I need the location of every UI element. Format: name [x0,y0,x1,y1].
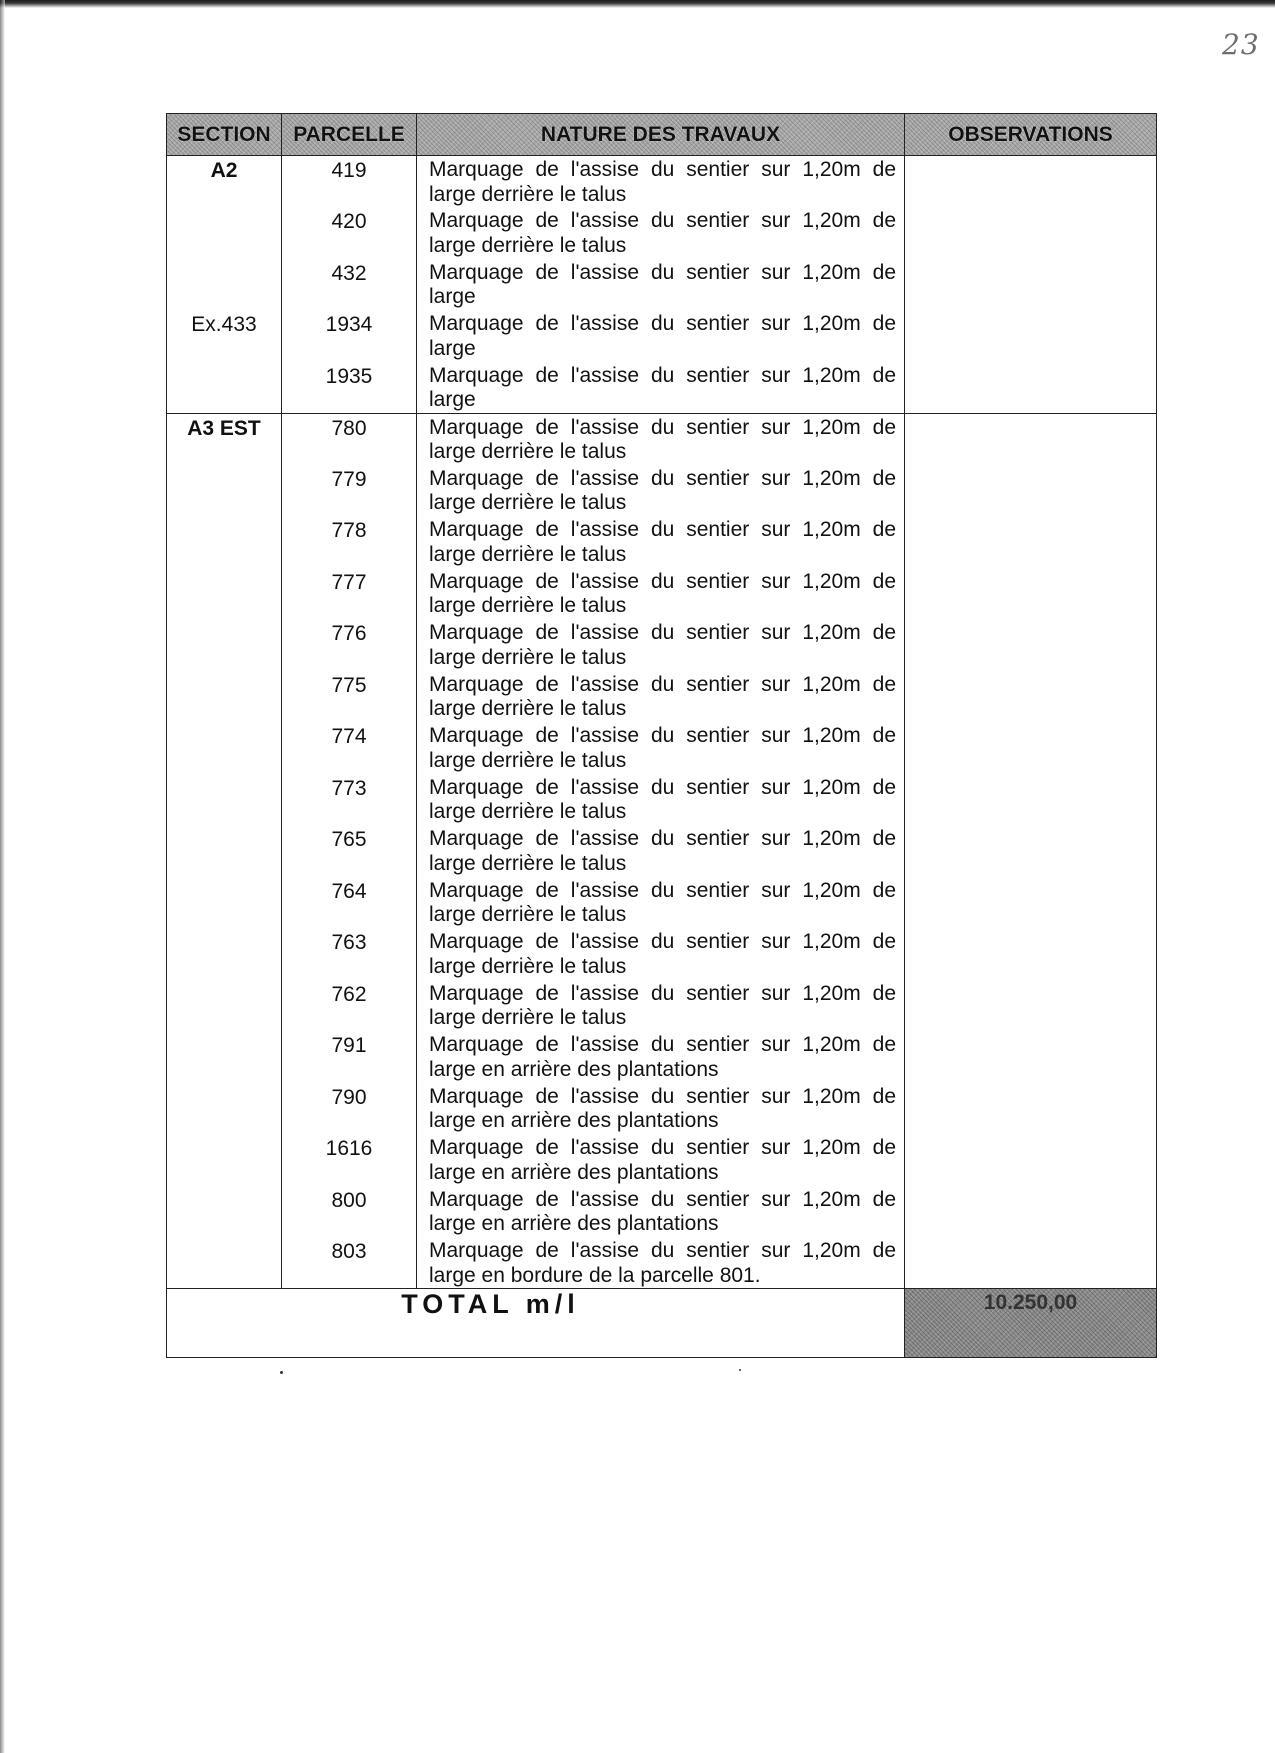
works-cell: Marquage de l'assise du sentier sur 1,20m de large derrière le talus [417,465,905,517]
table-row [167,568,1157,620]
observations-cell [905,207,1157,259]
parcel-cell: 774 [282,722,417,774]
table-row [167,825,1157,877]
parcel-cell: 777 [282,568,417,620]
total-row [167,1289,1157,1358]
works-cell: Marquage de l'assise du sentier sur 1,20m de large derrière le talus [417,568,905,620]
parcel-cell: 432 [282,259,417,311]
works-cell: Marquage de l'assise du sentier sur 1,20m de large en arrière des plantations [417,1186,905,1238]
works-cell: Marquage de l'assise du sentier sur 1,20m de large derrière le talus [417,156,905,208]
table-row [167,516,1157,568]
parcel-cell: 419 [282,156,417,208]
total-value: 10.250,00 [905,1289,1157,1358]
table-row [167,877,1157,929]
parcel-cell: 773 [282,774,417,826]
total-label: TOTAL m/l [167,1289,905,1358]
section-cell [167,1083,282,1135]
section-cell [167,1031,282,1083]
table-body [167,156,1157,1289]
parcel-cell: 1616 [282,1134,417,1186]
works-cell: Marquage de l'assise du sentier sur 1,20m de large derrière le talus [417,516,905,568]
section-cell [167,980,282,1032]
works-cell: Marquage de l'assise du sentier sur 1,20m de large en arrière des plantations [417,1031,905,1083]
works-cell: Marquage de l'assise du sentier sur 1,20m de large derrière le talus [417,825,905,877]
scan-speck [280,1371,283,1374]
works-cell: Marquage de l'assise du sentier sur 1,20m de large derrière le talus [417,671,905,723]
section-cell [167,568,282,620]
table-row [167,722,1157,774]
parcel-cell: 790 [282,1083,417,1135]
scan-top-edge [0,0,1275,8]
handwritten-page-number: 23 [1222,28,1260,61]
parcel-cell: 776 [282,619,417,671]
section-cell [167,1134,282,1186]
observations-cell [905,1134,1157,1186]
parcel-cell: 765 [282,825,417,877]
section-cell [167,825,282,877]
section-cell [167,207,282,259]
section-cell [167,774,282,826]
section-cell [167,362,282,414]
parcel-cell: 763 [282,928,417,980]
observations-cell [905,722,1157,774]
header-parcel: PARCELLE [282,114,417,156]
observations-cell [905,1083,1157,1135]
table-row [167,310,1157,362]
observations-cell [905,259,1157,311]
table-row [167,774,1157,826]
section-cell [167,1186,282,1238]
parcel-cell: 791 [282,1031,417,1083]
table-row [167,413,1157,465]
table-row [167,156,1157,208]
table-row [167,1083,1157,1135]
parcel-cell: 762 [282,980,417,1032]
table-row [167,207,1157,259]
parcel-cell: 1935 [282,362,417,414]
observations-cell [905,928,1157,980]
table-row [167,980,1157,1032]
works-table [166,113,1157,1358]
observations-cell [905,568,1157,620]
observations-cell [905,877,1157,929]
scan-speck [739,1369,741,1371]
table-row [167,671,1157,723]
header-observations: OBSERVATIONS [905,114,1157,156]
observations-cell [905,619,1157,671]
works-cell: Marquage de l'assise du sentier sur 1,20m de large derrière le talus [417,207,905,259]
parcel-cell: 778 [282,516,417,568]
observations-cell [905,671,1157,723]
table-row [167,259,1157,311]
parcel-cell: 800 [282,1186,417,1238]
section-cell: A2 [167,156,282,208]
section-cell [167,928,282,980]
observations-cell [905,465,1157,517]
section-cell [167,465,282,517]
works-cell: Marquage de l'assise du sentier sur 1,20m de large [417,362,905,414]
section-cell [167,1237,282,1289]
works-cell: Marquage de l'assise du sentier sur 1,20m de large derrière le talus [417,928,905,980]
observations-cell [905,1031,1157,1083]
table-row [167,1031,1157,1083]
parcel-cell: 780 [282,413,417,465]
table-row [167,465,1157,517]
observations-cell [905,980,1157,1032]
table-row [167,1134,1157,1186]
observations-cell [905,774,1157,826]
parcel-cell: 420 [282,207,417,259]
parcel-cell: 764 [282,877,417,929]
section-cell [167,877,282,929]
table-header-row [167,114,1157,156]
works-cell: Marquage de l'assise du sentier sur 1,20m de large [417,310,905,362]
works-cell: Marquage de l'assise du sentier sur 1,20m de large [417,259,905,311]
observations-cell [905,413,1157,465]
section-cell [167,722,282,774]
works-cell: Marquage de l'assise du sentier sur 1,20m de large derrière le talus [417,877,905,929]
observations-cell [905,156,1157,208]
works-cell: Marquage de l'assise du sentier sur 1,20m de large en bordure de la parcelle 801. [417,1237,905,1289]
works-cell: Marquage de l'assise du sentier sur 1,20m de large derrière le talus [417,619,905,671]
table-row [167,619,1157,671]
parcel-cell: 779 [282,465,417,517]
works-cell: Marquage de l'assise du sentier sur 1,20m de large en arrière des plantations [417,1083,905,1135]
observations-cell [905,310,1157,362]
parcel-cell: 775 [282,671,417,723]
observations-cell [905,516,1157,568]
table-row [167,928,1157,980]
observations-cell [905,1186,1157,1238]
works-cell: Marquage de l'assise du sentier sur 1,20m de large derrière le talus [417,774,905,826]
section-cell [167,671,282,723]
section-cell [167,619,282,671]
section-cell [167,516,282,568]
header-section: SECTION [167,114,282,156]
observations-cell [905,362,1157,414]
parcel-cell: 803 [282,1237,417,1289]
works-cell: Marquage de l'assise du sentier sur 1,20m de large derrière le talus [417,722,905,774]
scan-left-edge [0,0,5,1753]
table-row [167,1237,1157,1289]
section-cell: A3 EST [167,413,282,465]
section-cell: Ex.433 [167,310,282,362]
parcel-cell: 1934 [282,310,417,362]
section-cell [167,259,282,311]
observations-cell [905,825,1157,877]
table-row [167,1186,1157,1238]
works-cell: Marquage de l'assise du sentier sur 1,20m de large en arrière des plantations [417,1134,905,1186]
works-cell: Marquage de l'assise du sentier sur 1,20m de large derrière le talus [417,413,905,465]
works-cell: Marquage de l'assise du sentier sur 1,20m de large derrière le talus [417,980,905,1032]
observations-cell [905,1237,1157,1289]
header-works: NATURE DES TRAVAUX [417,114,905,156]
table-row [167,362,1157,414]
